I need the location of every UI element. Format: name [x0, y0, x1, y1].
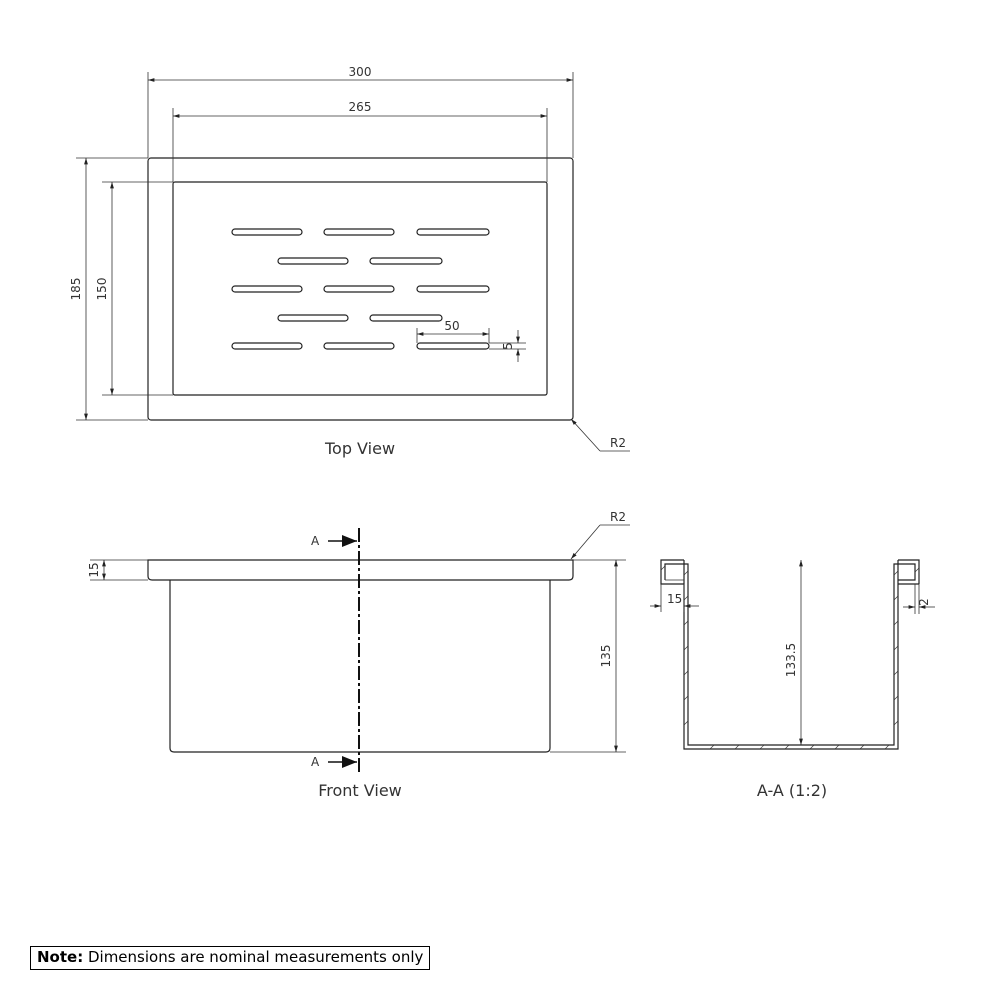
slot — [417, 286, 489, 292]
slot — [370, 258, 442, 264]
dim-section-wall-thickness-label: 2 — [917, 598, 931, 606]
dim-flange-height-label: 15 — [87, 562, 101, 578]
note-box — [30, 946, 430, 970]
slot — [324, 286, 394, 292]
dim-overall-depth-label: 185 — [69, 277, 83, 301]
slot — [324, 229, 394, 235]
dim-inner-depth-label: 150 — [95, 277, 109, 301]
note-text: Dimensions are nominal measurements only — [83, 948, 424, 966]
dim-section-flange-width — [650, 584, 699, 612]
slot — [232, 229, 302, 235]
section-view-title: A-A (1:2) — [756, 781, 828, 800]
top-view-outer-outline — [148, 158, 573, 420]
front-view — [87, 510, 630, 800]
front-view-flange — [148, 560, 573, 580]
dim-inner-depth — [95, 182, 173, 395]
slot — [417, 343, 489, 349]
dim-slot-length — [417, 319, 489, 343]
slot — [278, 258, 348, 264]
section-view — [650, 560, 935, 800]
section-marker-top: A — [311, 534, 320, 548]
dim-corner-radius-top — [571, 419, 630, 451]
note-label: Note: — [37, 948, 84, 966]
dim-body-height — [550, 560, 626, 752]
slot — [370, 315, 442, 321]
dim-slot-width — [489, 330, 526, 362]
dim-slot-length-label: 50 — [444, 319, 460, 333]
slot — [417, 229, 489, 235]
dim-overall-width-label: 300 — [348, 65, 372, 79]
slot — [232, 343, 302, 349]
dim-inner-width-label: 265 — [348, 100, 372, 114]
section-marker-bottom: A — [311, 755, 320, 769]
dim-section-inner-height-label: 133.5 — [784, 642, 798, 678]
top-view — [69, 65, 630, 458]
top-view-title: Top View — [324, 439, 396, 458]
slot — [324, 343, 394, 349]
dim-corner-radius-front — [571, 510, 630, 559]
dim-slot-width-label: 5 — [501, 342, 515, 350]
dim-body-height-label: 135 — [599, 644, 613, 668]
slot — [232, 286, 302, 292]
dim-inner-width — [173, 100, 547, 182]
dim-flange-height — [87, 560, 148, 580]
dim-section-inner-height — [784, 560, 801, 745]
slot — [278, 315, 348, 321]
top-view-inner-outline — [173, 182, 547, 395]
dim-corner-radius-front-label: R2 — [610, 510, 626, 524]
dim-section-wall-thickness — [903, 584, 935, 614]
dim-corner-radius-top-label: R2 — [610, 436, 626, 450]
dim-section-flange-width-label: 15 — [667, 592, 683, 606]
front-view-title: Front View — [318, 781, 402, 800]
